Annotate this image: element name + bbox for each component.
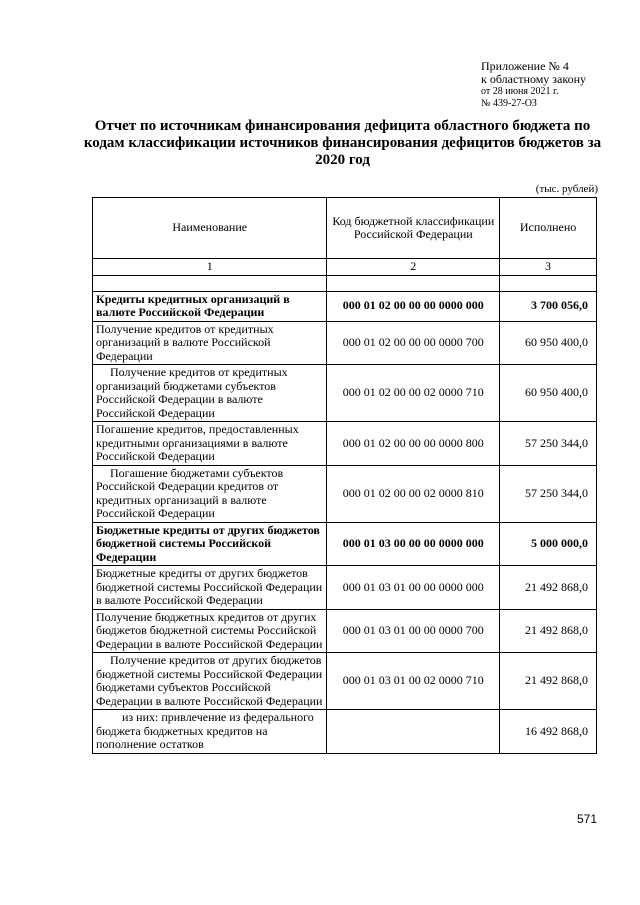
row-code: 000 01 02 00 00 02 0000 710 <box>327 365 500 422</box>
table-row <box>93 522 597 566</box>
row-name: Получение бюджетных кредитов от других бюджетов бюджетной системы Российской Федерации в валюте Российской Федерации <box>93 609 327 653</box>
page-number: 571 <box>576 812 597 826</box>
row-name: из них: привлечение из федерального бюджета бюджетных кредитов на пополнение остатков <box>93 710 327 754</box>
row-value: 21 492 868,0 <box>500 653 597 710</box>
units-label: (тыс. рублей) <box>535 183 598 195</box>
row-code: 000 01 03 00 00 00 0000 000 <box>327 522 500 566</box>
row-code: 000 01 02 00 00 00 0000 700 <box>327 321 500 365</box>
column-number: 2 <box>327 259 500 276</box>
table-row <box>93 566 597 610</box>
row-code: 000 01 03 01 00 02 0000 710 <box>327 653 500 710</box>
row-name: Получение кредитов от кредитных организаций в валюте Российской Федерации <box>93 321 327 365</box>
table-header-row <box>93 198 597 259</box>
empty-cell <box>327 275 500 291</box>
table-row <box>93 609 597 653</box>
column-number: 1 <box>93 259 327 276</box>
column-number: 3 <box>500 259 597 276</box>
row-value: 3 700 056,0 <box>500 291 597 321</box>
row-value: 57 250 344,0 <box>500 465 597 522</box>
table-row <box>93 710 597 754</box>
table-row <box>93 422 597 466</box>
row-value: 16 492 868,0 <box>500 710 597 754</box>
appendix-date: от 28 июня 2021 г. <box>481 86 559 97</box>
row-name: Получение кредитов от других бюджетов бюджетной системы Российской Федерации бюджетами субъектов Российской Федерации в валюте Российской Федерации <box>93 653 327 710</box>
row-name: Погашение бюджетами субъектов Российской Федерации кредитов от кредитных организаций в валюте Российской Федерации <box>93 465 327 522</box>
empty-cell <box>93 275 327 291</box>
report-table <box>92 197 597 754</box>
row-code: 000 01 03 01 00 00 0000 700 <box>327 609 500 653</box>
row-value: 21 492 868,0 <box>500 566 597 610</box>
table-row <box>93 321 597 365</box>
header-code: Код бюджетной классификации Российской Федерации <box>327 198 500 259</box>
row-value: 21 492 868,0 <box>500 609 597 653</box>
document-title: Отчет по источникам финансирования дефицита областного бюджета по кодам классификации источников финансирования дефицитов бюджетов за 2020 год <box>83 118 602 168</box>
row-name: Кредиты кредитных организаций в валюте Российской Федерации <box>93 291 327 321</box>
table-row <box>93 465 597 522</box>
row-name: Бюджетные кредиты от других бюджетов бюджетной системы Российской Федерации в валюте Российской Федерации <box>93 566 327 610</box>
header-executed: Исполнено <box>500 198 597 259</box>
header-name: Наименование <box>93 198 327 259</box>
row-code <box>327 710 500 754</box>
row-code: 000 01 03 01 00 00 0000 000 <box>327 566 500 610</box>
row-code: 000 01 02 00 00 02 0000 810 <box>327 465 500 522</box>
appendix-header <box>481 60 586 110</box>
appendix-line-2: к областному закону <box>481 72 587 86</box>
row-value: 57 250 344,0 <box>500 422 597 466</box>
empty-cell <box>500 275 597 291</box>
row-value: 60 950 400,0 <box>500 321 597 365</box>
table-row <box>93 653 597 710</box>
row-name: Получение кредитов от кредитных организаций бюджетами субъектов Российской Федерации в валюте Российской Федерации <box>93 365 327 422</box>
row-code: 000 01 02 00 00 00 0000 000 <box>327 291 500 321</box>
table-row <box>93 365 597 422</box>
table-row <box>93 291 597 321</box>
row-value: 5 000 000,0 <box>500 522 597 566</box>
row-code: 000 01 02 00 00 00 0000 800 <box>327 422 500 466</box>
row-name: Погашение кредитов, предоставленных кредитными организациями в валюте Российской Федерации <box>93 422 327 466</box>
appendix-line-1: Приложение № 4 <box>481 59 569 73</box>
column-number-row <box>93 259 597 276</box>
row-value: 60 950 400,0 <box>500 365 597 422</box>
spacer-row <box>93 275 597 291</box>
row-name: Бюджетные кредиты от других бюджетов бюджетной системы Российской Федерации <box>93 522 327 566</box>
appendix-number: № 439-27-ОЗ <box>481 98 537 109</box>
